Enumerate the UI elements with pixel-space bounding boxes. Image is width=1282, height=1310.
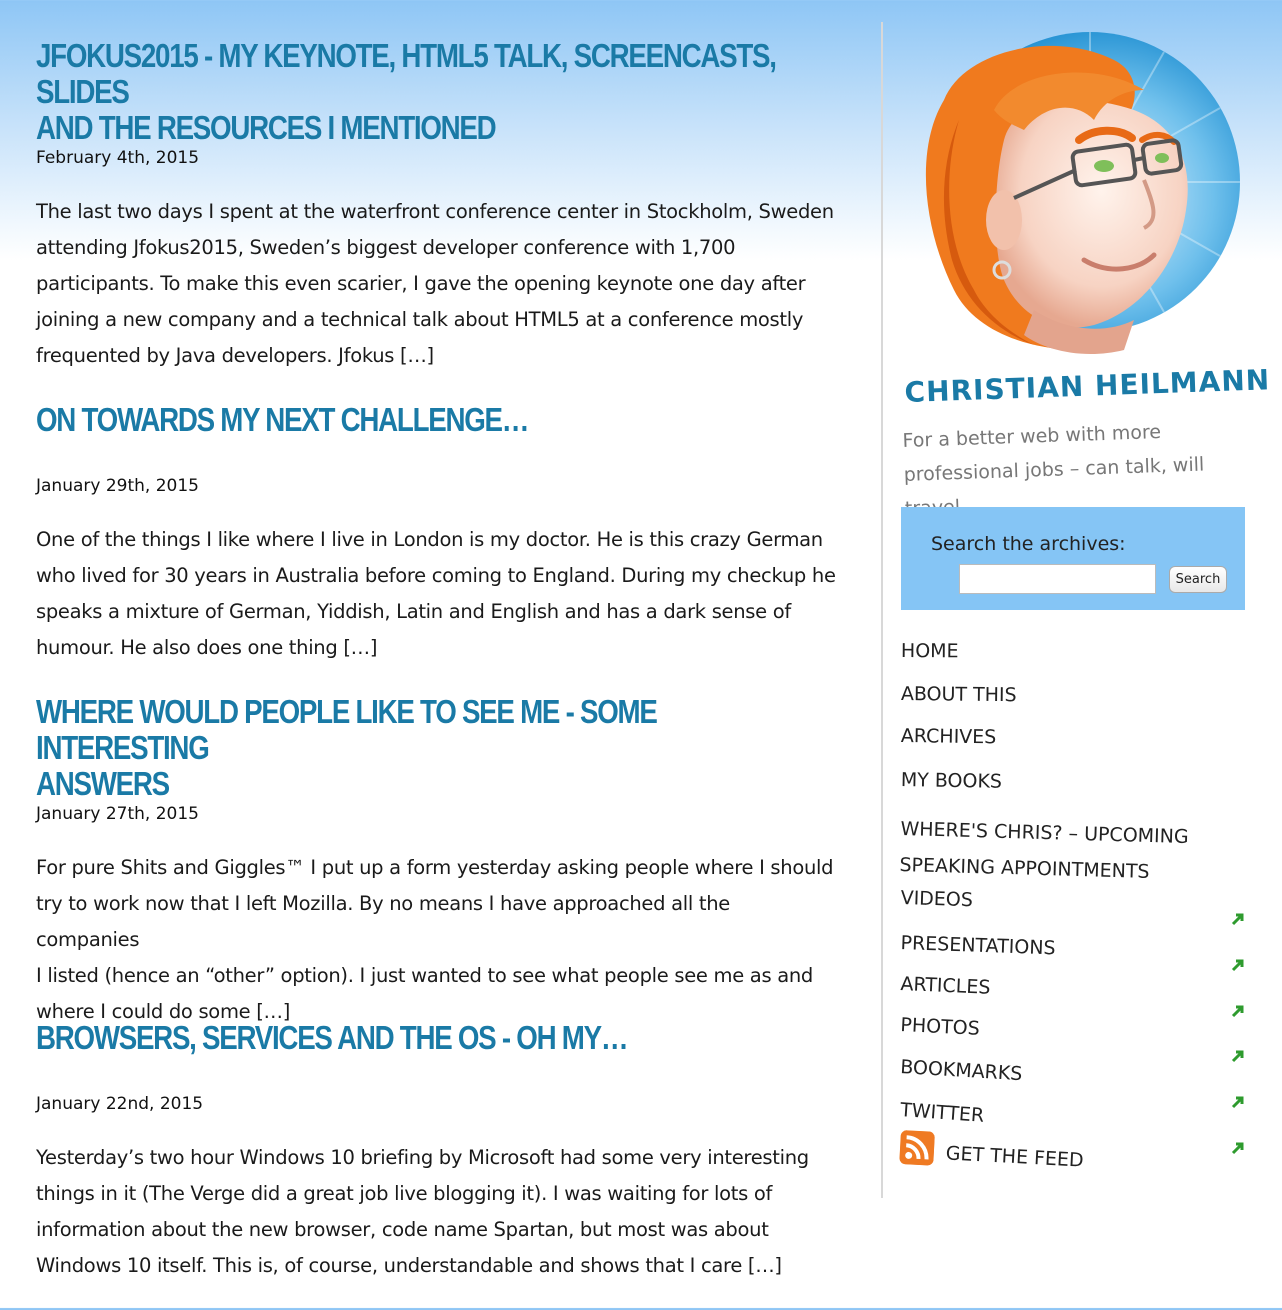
post-date: January 22nd, 2015 — [36, 1094, 204, 1114]
nav-item-label: GET THE FEED — [945, 1142, 1085, 1172]
nav-item-wheres-chris[interactable] — [899, 811, 1189, 891]
post-title-line: ON TOWARDS MY NEXT CHALLENGE… — [36, 401, 529, 438]
post — [36, 402, 836, 694]
excerpt-line: where I could do some […] — [36, 1000, 291, 1023]
search-button[interactable]: Search — [1169, 566, 1227, 593]
nav-item-label: WHERE'S CHRIS? – UPCOMING — [900, 817, 1189, 849]
excerpt-line: information about the new browser, code name Spartan, but most was about — [36, 1218, 769, 1241]
excerpt-line: I listed (hence an “other” option). I just wanted to see what people see me as and — [36, 964, 813, 987]
external-link-arrow-icon — [1231, 958, 1245, 972]
excerpt-line: speaks a mixture of German, Yiddish, Latin and English and has a dark sense of — [36, 600, 791, 623]
nav-item-label: SPEAKING APPOINTMENTS — [899, 853, 1150, 883]
search-panel — [901, 507, 1245, 610]
excerpt-line: humour. He also does one thing […] — [36, 636, 378, 659]
excerpt-line: attending Jfokus2015, Sweden’s biggest developer conference with 1,700 — [36, 236, 736, 259]
excerpt-line: try to work now that I left Mozilla. By no means I have approached all the companies — [36, 892, 730, 951]
external-link-arrow-icon — [1231, 1141, 1245, 1155]
excerpt-line: Windows 10 itself. This is, of course, understandable and shows that I care […] — [36, 1254, 782, 1277]
excerpt-line: things in it (The Verge did a great job live blogging it). I was waiting for lots of — [36, 1182, 773, 1205]
nav-item-articles[interactable]: ARTICLES — [900, 973, 991, 999]
nav-item-presentations[interactable]: PRESENTATIONS — [900, 932, 1056, 960]
excerpt-line: One of the things I like where I live in London is my doctor. He is this crazy German — [36, 528, 823, 551]
post-date: February 4th, 2015 — [36, 148, 200, 168]
post-title-line: WHERE WOULD PEOPLE LIKE TO SEE ME - SOME INTERESTING — [36, 693, 657, 766]
excerpt-line: joining a new company and a technical talk about HTML5 at a conference mostly — [36, 308, 804, 331]
post-excerpt — [36, 1140, 836, 1284]
post-title-link[interactable] — [36, 402, 834, 438]
post-date: January 27th, 2015 — [36, 804, 199, 824]
nav-item-home[interactable]: HOME — [900, 640, 959, 663]
nav-item-photos[interactable]: PHOTOS — [899, 1014, 981, 1040]
post — [36, 1020, 836, 1310]
excerpt-line: The last two days I spent at the waterfront conference center in Stockholm, Sweden — [36, 200, 834, 223]
nav-item-about[interactable]: ABOUT THIS — [900, 683, 1017, 707]
sidebar — [900, 0, 1282, 1308]
post-excerpt — [36, 194, 836, 374]
post-title-line: ANSWERS — [36, 765, 169, 802]
post-title-line: AND THE RESOURCES I MENTIONED — [36, 109, 496, 146]
excerpt-line: frequented by Java developers. Jfokus […] — [36, 344, 434, 367]
search-input[interactable] — [959, 564, 1156, 594]
nav-item-videos[interactable]: VIDEOS — [900, 887, 974, 912]
avatar-illustration[interactable] — [904, 30, 1240, 360]
post-title-line: BROWSERS, SERVICES AND THE OS - OH MY… — [36, 1019, 628, 1056]
nav-item-archives[interactable]: ARCHIVES — [900, 725, 997, 749]
post-excerpt — [36, 522, 836, 666]
post-title-line: JFOKUS2015 - MY KEYNOTE, HTML5 TALK, SCREENCASTS, SLIDES — [36, 37, 776, 110]
nav-item-bookmarks[interactable]: BOOKMARKS — [899, 1056, 1023, 1086]
post-title-link[interactable] — [36, 38, 834, 146]
post-title-link[interactable] — [36, 694, 834, 802]
post — [36, 693, 836, 1023]
external-link-arrow-icon — [1231, 1095, 1245, 1109]
column-divider — [881, 22, 883, 1198]
site-title-link[interactable]: CHRISTIAN HEILMANN — [904, 363, 1271, 409]
nav-item-get-the-feed[interactable] — [899, 1130, 1101, 1184]
excerpt-line: participants. To make this even scarier, I gave the opening keynote one day after — [36, 272, 806, 295]
external-link-arrow-icon — [1231, 1049, 1245, 1063]
post-excerpt — [36, 850, 836, 1030]
main-content — [36, 38, 836, 1310]
rss-feed-icon — [899, 1130, 935, 1166]
search-label: Search the archives: — [931, 533, 1126, 555]
post — [36, 38, 836, 368]
post-title-link[interactable] — [36, 1020, 834, 1056]
post-date: January 29th, 2015 — [36, 476, 199, 496]
tagline-line: For a better web with more — [902, 420, 1162, 452]
nav-item-twitter[interactable]: TWITTER — [899, 1099, 985, 1127]
excerpt-line: For pure Shits and Giggles™ I put up a form yesterday asking people where I should — [36, 856, 834, 879]
external-link-arrow-icon — [1231, 1004, 1245, 1018]
excerpt-line: who lived for 30 years in Australia before coming to England. During my checkup he — [36, 564, 836, 587]
excerpt-line: Yesterday’s two hour Windows 10 briefing by Microsoft had some very interesting — [36, 1146, 809, 1169]
tagline-line: professional jobs – can talk, will — [903, 453, 1205, 486]
external-link-arrow-icon — [1231, 912, 1245, 926]
nav-item-my-books[interactable]: MY BOOKS — [900, 769, 1003, 793]
